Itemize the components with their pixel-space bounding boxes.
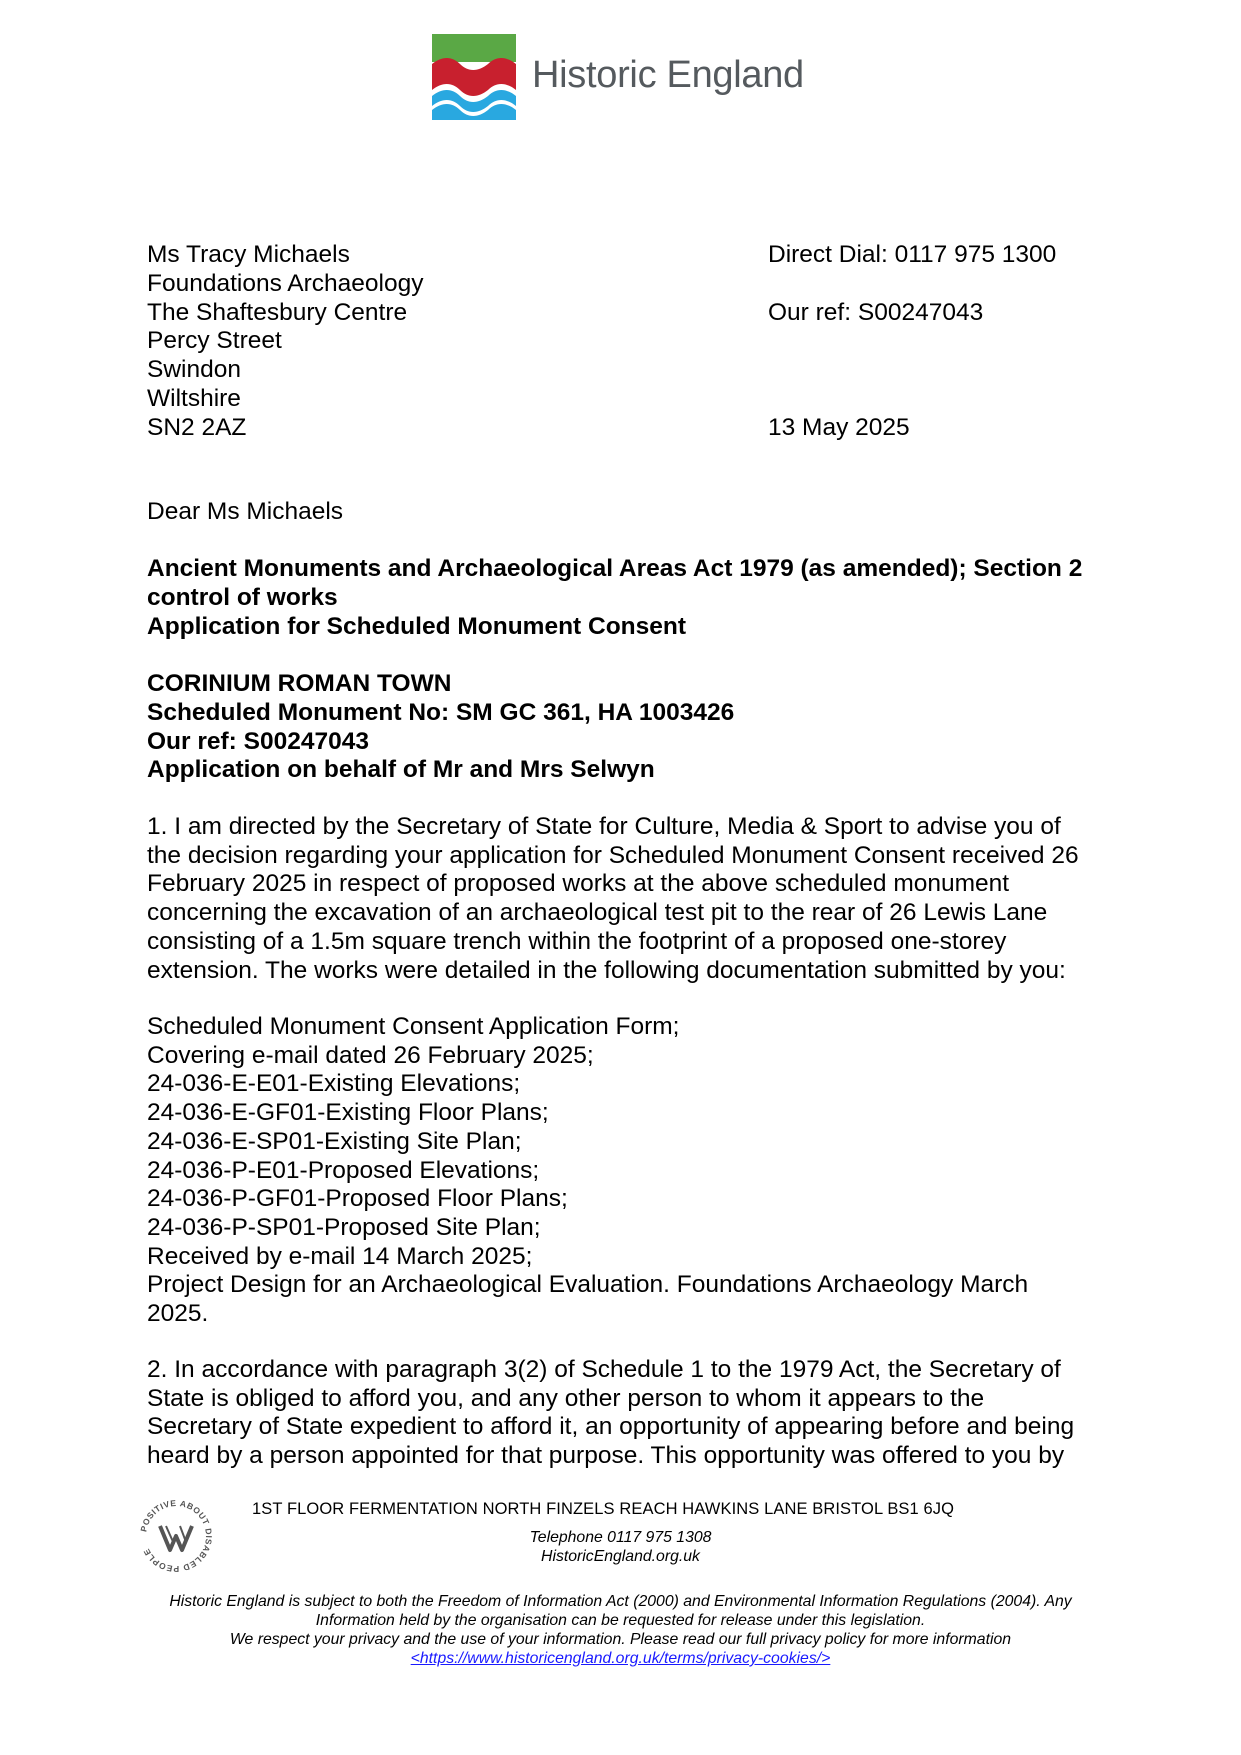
recipient-line: The Shaftesbury Centre xyxy=(147,298,408,326)
list-item: 24-036-P-SP01-Proposed Site Plan; xyxy=(147,1213,541,1241)
paragraph-2 xyxy=(147,1356,1074,1471)
direct-dial: Direct Dial: 0117 975 1300 xyxy=(768,241,1057,268)
footer-foi-line: We respect your privacy and the use of your information. Please read our full privacy policy for more information xyxy=(229,1631,1012,1648)
list-item: Received by e-mail 14 March 2025; xyxy=(147,1242,533,1270)
footer-foi-line: Historic England is subject to both the Freedom of Information Act (2000) and Environmental Information Regulations (2004). Any xyxy=(169,1593,1072,1610)
paragraph-1 xyxy=(147,813,1079,985)
recipient-address xyxy=(147,241,424,443)
recipient-line: Swindon xyxy=(147,356,241,384)
paragraph-line: heard by a person appointed for that purpose. This opportunity was offered to you by xyxy=(147,1442,1065,1470)
list-item: 24-036-P-E01-Proposed Elevations; xyxy=(147,1156,540,1184)
heading-line: CORINIUM ROMAN TOWN xyxy=(147,670,452,697)
historic-england-logo xyxy=(432,34,804,120)
paragraph-line: the decision regarding your application for Scheduled Monument Consent received 26 xyxy=(147,841,1079,869)
recipient-line: SN2 2AZ xyxy=(147,413,247,441)
letter-date: 13 May 2025 xyxy=(768,414,910,441)
heading-line: Our ref: S00247043 xyxy=(147,727,369,755)
act-heading xyxy=(147,555,1107,641)
logo-wordmark: Historic England xyxy=(532,54,804,96)
our-ref: Our ref: S00247043 xyxy=(768,299,984,326)
paragraph-line: 1. I am directed by the Secretary of State for Culture, Media & Sport to advise you of xyxy=(147,813,1061,840)
footer-address: 1ST FLOOR FERMENTATION NORTH FINZELS REACH HAWKINS LANE BRISTOL BS1 6JQ xyxy=(252,1500,955,1518)
recipient-line: Wiltshire xyxy=(147,384,241,412)
footer-privacy-link-wrap xyxy=(0,1649,1241,1668)
list-item: 24-036-E-GF01-Existing Floor Plans; xyxy=(147,1099,549,1127)
svg-text:POSITIVE ABOUT DISABLED PEOPLE: POSITIVE ABOUT DISABLED PEOPLE xyxy=(138,1497,215,1575)
paragraph-line: extension. The works were detailed in the following documentation submitted by you: xyxy=(147,956,1066,984)
heading-line: Scheduled Monument No: SM GC 361, HA 1003426 xyxy=(147,698,735,726)
paragraph-line: February 2025 in respect of proposed works at the above scheduled monument xyxy=(147,870,1010,898)
privacy-link[interactable]: <https://www.historicengland.org.uk/terms/privacy-cookies/> xyxy=(410,1650,831,1667)
paragraph-line: 2. In accordance with paragraph 3(2) of Schedule 1 to the 1979 Act, the Secretary of xyxy=(147,1356,1061,1383)
list-item: Project Design for an Archaeological Evaluation. Foundations Archaeology March xyxy=(147,1271,1029,1299)
recipient-line: Percy Street xyxy=(147,327,282,355)
footer-website: HistoricEngland.org.uk xyxy=(541,1548,700,1565)
documents-list xyxy=(147,1013,1028,1329)
footer-telephone: Telephone 0117 975 1308 xyxy=(529,1529,712,1546)
heading-line: Application on behalf of Mr and Mrs Selwyn xyxy=(147,756,655,784)
paragraph-line: Secretary of State expedient to afford it, an opportunity of appearing before and being xyxy=(147,1413,1075,1441)
paragraph-line: consisting of a 1.5m square trench within the footprint of a proposed one-storey xyxy=(147,927,1007,955)
list-item: 24-036-E-E01-Existing Elevations; xyxy=(147,1070,521,1098)
monument-heading xyxy=(147,670,734,785)
list-item: Scheduled Monument Consent Application Form; xyxy=(147,1013,680,1040)
list-item: 2025. xyxy=(147,1300,209,1328)
footer-foi-line: Information held by the organisation can be requested for release under this legislation. xyxy=(315,1612,926,1629)
heading-line: Application for Scheduled Monument Consent xyxy=(147,612,686,640)
salutation: Dear Ms Michaels xyxy=(147,498,344,525)
heading-line: control of works xyxy=(147,583,338,611)
paragraph-line: State is obliged to afford you, and any other person to whom it appears to the xyxy=(147,1384,985,1412)
recipient-line: Ms Tracy Michaels xyxy=(147,241,350,268)
recipient-line: Foundations Archaeology xyxy=(147,269,424,297)
list-item: 24-036-P-GF01-Proposed Floor Plans; xyxy=(147,1185,568,1213)
heading-line: Ancient Monuments and Archaeological Areas Act 1979 (as amended); Section 2 xyxy=(147,555,1083,582)
list-item: 24-036-E-SP01-Existing Site Plan; xyxy=(147,1127,522,1155)
paragraph-line: concerning the excavation of an archaeological test pit to the rear of 26 Lewis Lane xyxy=(147,899,1048,927)
list-item: Covering e-mail dated 26 February 2025; xyxy=(147,1041,594,1069)
logo-mark-icon xyxy=(432,34,516,120)
